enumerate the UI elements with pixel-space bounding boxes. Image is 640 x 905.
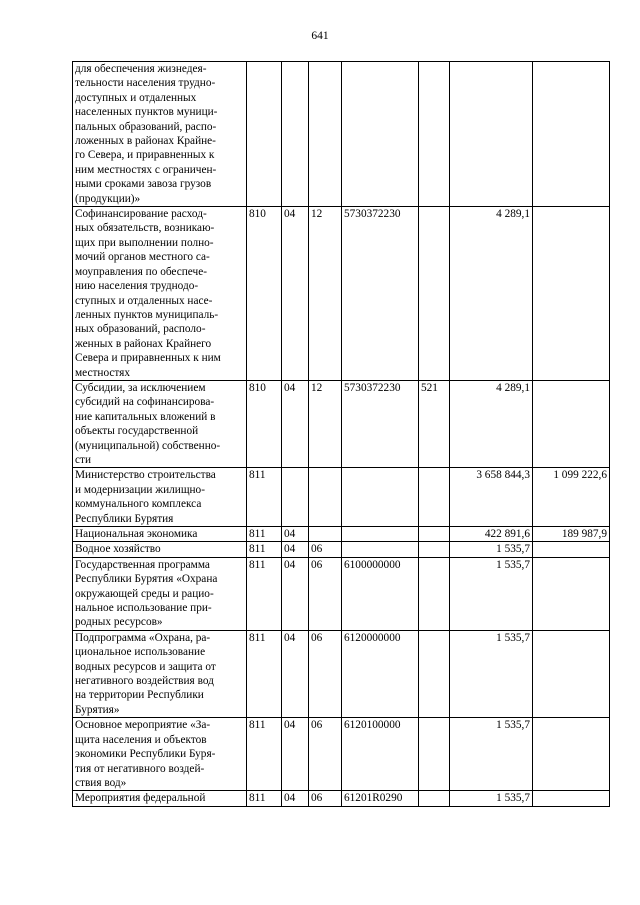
item-name-line: объекты государственной — [75, 425, 199, 438]
target-article-cell — [342, 542, 419, 557]
expense-type-cell — [419, 542, 450, 557]
item-name-line: родных ресурсов» — [75, 616, 163, 629]
section-code-cell: 04 — [282, 207, 309, 381]
item-name-line: Водное хозяйство — [75, 543, 161, 556]
target-article-cell — [342, 62, 419, 207]
table-row — [73, 557, 610, 630]
amount-2-cell — [533, 557, 610, 630]
target-article-cell: 61201R0290 — [342, 791, 419, 806]
amount-2-cell — [533, 630, 610, 717]
item-name-line: доступных и отдаленных — [75, 91, 197, 104]
ministry-code-cell: 811 — [247, 557, 282, 630]
ministry-code-cell: 811 — [247, 630, 282, 717]
item-name-line: Севера и приравненных к ним — [75, 352, 221, 365]
amount-1-cell: 1 535,7 — [450, 718, 533, 791]
budget-table — [72, 61, 610, 807]
item-name-cell — [73, 557, 247, 630]
item-name-line: и модернизации жилищно- — [75, 483, 205, 496]
target-article-cell — [342, 468, 419, 527]
amount-1-cell: 422 891,6 — [450, 527, 533, 542]
item-name-line: сти — [75, 453, 91, 466]
table-row — [73, 207, 610, 381]
item-name-line: водных ресурсов и защита от — [75, 660, 216, 673]
subsection-code-cell — [309, 62, 342, 207]
expense-type-cell — [419, 718, 450, 791]
item-name-line: ных обязательств, возникаю- — [75, 222, 215, 235]
item-name-line: для обеспечения жизнедея- — [75, 63, 207, 75]
item-name-line: ние капитальных вложений в — [75, 410, 216, 423]
subsection-code-cell — [309, 527, 342, 542]
item-name-line: Министерство строительства — [75, 469, 216, 482]
item-name-cell — [73, 527, 247, 542]
item-name-line: коммунального комплекса — [75, 498, 202, 511]
section-code-cell: 04 — [282, 557, 309, 630]
item-name-line: пальных образований, распо- — [75, 120, 217, 133]
item-name-line: нальное использование при- — [75, 602, 212, 615]
item-name-line: женных в районах Крайнего — [75, 337, 212, 350]
subsection-code-cell: 06 — [309, 718, 342, 791]
table-row — [73, 630, 610, 717]
section-code-cell: 04 — [282, 542, 309, 557]
expense-type-cell — [419, 791, 450, 806]
table-row — [73, 380, 610, 467]
ministry-code-cell: 810 — [247, 207, 282, 381]
item-name-cell — [73, 207, 247, 381]
item-name-line: Софинансирование расход- — [75, 208, 207, 221]
item-name-line: местностях — [75, 366, 131, 379]
item-name-line: ложенных в районах Крайне- — [75, 135, 216, 148]
table-row — [73, 542, 610, 557]
item-name-cell — [73, 718, 247, 791]
item-name-line: Государственная программа — [75, 558, 210, 571]
subsection-code-cell: 06 — [309, 557, 342, 630]
item-name-line: Основное мероприятие «За- — [75, 719, 211, 732]
expense-type-cell — [419, 557, 450, 630]
item-name-line: ствия вод» — [75, 776, 127, 789]
target-article-cell: 6120100000 — [342, 718, 419, 791]
amount-1-cell: 3 658 844,3 — [450, 468, 533, 527]
section-code-cell: 04 — [282, 630, 309, 717]
section-code-cell: 04 — [282, 718, 309, 791]
item-name-line: (муниципальной) собственно- — [75, 439, 221, 452]
subsection-code-cell: 06 — [309, 542, 342, 557]
expense-type-cell — [419, 630, 450, 717]
item-name-line: тия от негативного воздей- — [75, 762, 205, 775]
amount-1-cell: 4 289,1 — [450, 380, 533, 467]
ministry-code-cell: 810 — [247, 380, 282, 467]
amount-2-cell — [533, 542, 610, 557]
subsection-code-cell: 12 — [309, 207, 342, 381]
subsection-code-cell — [309, 468, 342, 527]
table-row — [73, 62, 610, 207]
item-name-line: негативного воздействия вод — [75, 675, 214, 688]
item-name-line: щита населения и объектов — [75, 733, 207, 746]
ministry-code-cell: 811 — [247, 542, 282, 557]
table-row — [73, 468, 610, 527]
item-name-line: Мероприятия федеральной — [75, 792, 206, 805]
item-name-line: циональное использование — [75, 646, 206, 659]
item-name-cell — [73, 542, 247, 557]
amount-1-cell: 1 535,7 — [450, 630, 533, 717]
ministry-code-cell: 811 — [247, 718, 282, 791]
ministry-code-cell: 811 — [247, 791, 282, 806]
table-row — [73, 527, 610, 542]
item-name-line: ными сроками завоза грузов — [75, 178, 212, 191]
amount-2-cell — [533, 62, 610, 207]
expense-type-cell — [419, 527, 450, 542]
table-row — [73, 791, 610, 806]
item-name-cell — [73, 62, 247, 207]
amount-2-cell: 1 099 222,6 — [533, 468, 610, 527]
ministry-code-cell — [247, 62, 282, 207]
target-article-cell: 6120000000 — [342, 630, 419, 717]
amount-1-cell: 4 289,1 — [450, 207, 533, 381]
section-code-cell: 04 — [282, 380, 309, 467]
item-name-line: Республики Бурятия — [75, 512, 174, 525]
target-article-cell — [342, 527, 419, 542]
section-code-cell — [282, 62, 309, 207]
item-name-line: ленных пунктов муниципаль- — [75, 308, 219, 321]
item-name-line: Подпрограмма «Охрана, ра- — [75, 631, 211, 644]
expense-type-cell — [419, 468, 450, 527]
expense-type-cell — [419, 207, 450, 381]
amount-2-cell — [533, 718, 610, 791]
item-name-line: ступных и отдаленных насе- — [75, 294, 213, 307]
subsection-code-cell: 06 — [309, 791, 342, 806]
target-article-cell: 5730372230 — [342, 207, 419, 381]
amount-1-cell: 1 535,7 — [450, 542, 533, 557]
amount-1-cell: 1 535,7 — [450, 557, 533, 630]
target-article-cell: 5730372230 — [342, 380, 419, 467]
item-name-line: ных образований, располо- — [75, 323, 206, 336]
item-name-cell — [73, 380, 247, 467]
item-name-line: Национальная экономика — [75, 528, 198, 540]
item-name-line: го Севера, и приравненных к — [75, 149, 215, 162]
item-name-line: Республики Бурятия «Охрана — [75, 573, 218, 586]
item-name-line: окружающей среды и рацио- — [75, 587, 214, 600]
item-name-cell — [73, 630, 247, 717]
item-name-cell — [73, 468, 247, 527]
item-name-line: щих при выполнении полно- — [75, 236, 214, 249]
ministry-code-cell: 811 — [247, 468, 282, 527]
item-name-line: мочий органов местного са- — [75, 251, 210, 264]
subsection-code-cell: 12 — [309, 380, 342, 467]
item-name-line: (продукции)» — [75, 192, 141, 205]
ministry-code-cell: 811 — [247, 527, 282, 542]
amount-2-cell — [533, 791, 610, 806]
item-name-line: нию населения труднодо- — [75, 280, 199, 293]
section-code-cell: 04 — [282, 791, 309, 806]
amount-1-cell: 1 535,7 — [450, 791, 533, 806]
item-name-line: моуправления по обеспече- — [75, 265, 207, 278]
target-article-cell: 6100000000 — [342, 557, 419, 630]
item-name-line: Бурятия» — [75, 703, 120, 716]
item-name-line: экономики Республики Буря- — [75, 748, 216, 761]
subsection-code-cell: 06 — [309, 630, 342, 717]
item-name-line: на территории Республики — [75, 689, 204, 702]
item-name-line: Субсидии, за исключением — [75, 381, 206, 394]
page-number: 641 — [311, 30, 329, 42]
table-row — [73, 718, 610, 791]
amount-2-cell: 189 987,9 — [533, 527, 610, 542]
expense-type-cell: 521 — [419, 380, 450, 467]
amount-2-cell — [533, 207, 610, 381]
expense-type-cell — [419, 62, 450, 207]
item-name-cell — [73, 791, 247, 806]
section-code-cell — [282, 468, 309, 527]
item-name-line: населенных пунктов муници- — [75, 106, 218, 119]
amount-1-cell — [450, 62, 533, 207]
item-name-line: тельности населения трудно- — [75, 77, 216, 90]
item-name-line: субсидий на софинансирова- — [75, 396, 215, 409]
section-code-cell: 04 — [282, 527, 309, 542]
amount-2-cell — [533, 380, 610, 467]
item-name-line: ним местностях с ограничен- — [75, 163, 217, 176]
